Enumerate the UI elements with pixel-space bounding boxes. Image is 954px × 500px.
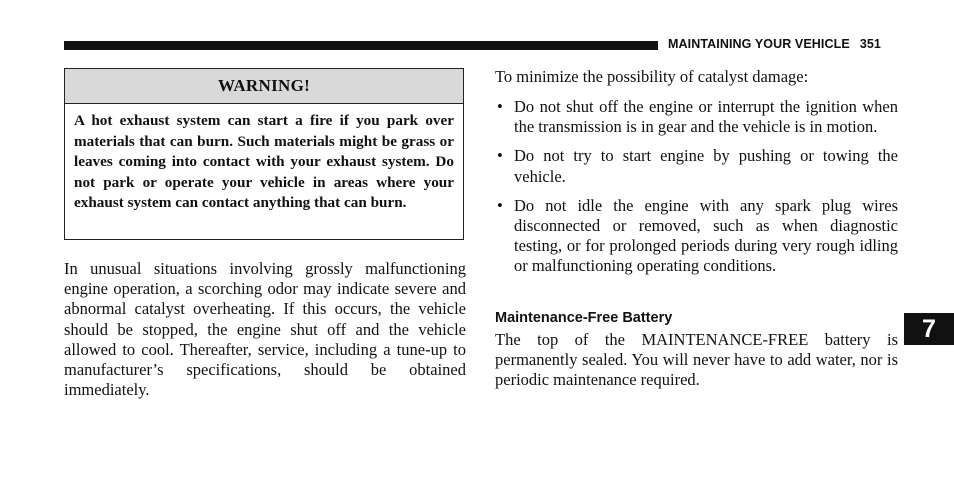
list-item (495, 146, 898, 186)
warning-box (64, 68, 464, 240)
battery-paragraph: The top of the MAINTENANCE-FREE battery is permanently sealed. You will never have to add water, nor is periodic maintenance required. (495, 330, 898, 390)
catalyst-overheating-paragraph: In unusual situations involving grossly malfunctioning engine operation, a scorching odor may indicate severe and abnormal catalyst overheating. If this occurs, the vehicle should be stopped, the engine shut off and the vehicle allowed to cool. Thereafter, service, including a tune-up to manufacturer’s specifications, should be obtained immediately. (64, 259, 466, 400)
header-rule (64, 41, 658, 50)
section-title: MAINTAINING YOUR VEHICLE (668, 37, 850, 51)
catalyst-intro: To minimize the possibility of catalyst damage: (495, 67, 809, 86)
list-item-text: Do not idle the engine with any spark plug wires disconnected or removed, such as when diagnostic testing, or for prolonged periods during very rough idling or malfunctioning operating conditions. (514, 195, 898, 276)
section-heading: Maintenance-Free Battery (495, 310, 673, 326)
warning-text: A hot exhaust system can start a fire if you park over materials that can burn. Such materials might be grass or leaves coming into contact with your exhaust system. Do not park or operate your vehicle in areas where your exhaust system can contact anything that can burn. (74, 112, 454, 211)
bullet-marker: • (497, 97, 503, 116)
list-item-text: Do not shut off the engine or interrupt the ignition when the transmission is in gear and the vehicle is in motion. (514, 97, 898, 137)
list-item (495, 97, 898, 137)
warning-title: WARNING! (65, 69, 463, 104)
running-header (668, 37, 881, 51)
list-item (495, 196, 898, 277)
page-number: 351 (859, 37, 881, 51)
chapter-tab: 7 (904, 313, 954, 345)
catalyst-bullet-list (495, 97, 898, 286)
bullet-marker: • (497, 195, 503, 215)
list-item-text: Do not try to start engine by pushing or towing the vehicle. (514, 146, 898, 186)
bullet-marker: • (497, 146, 503, 166)
